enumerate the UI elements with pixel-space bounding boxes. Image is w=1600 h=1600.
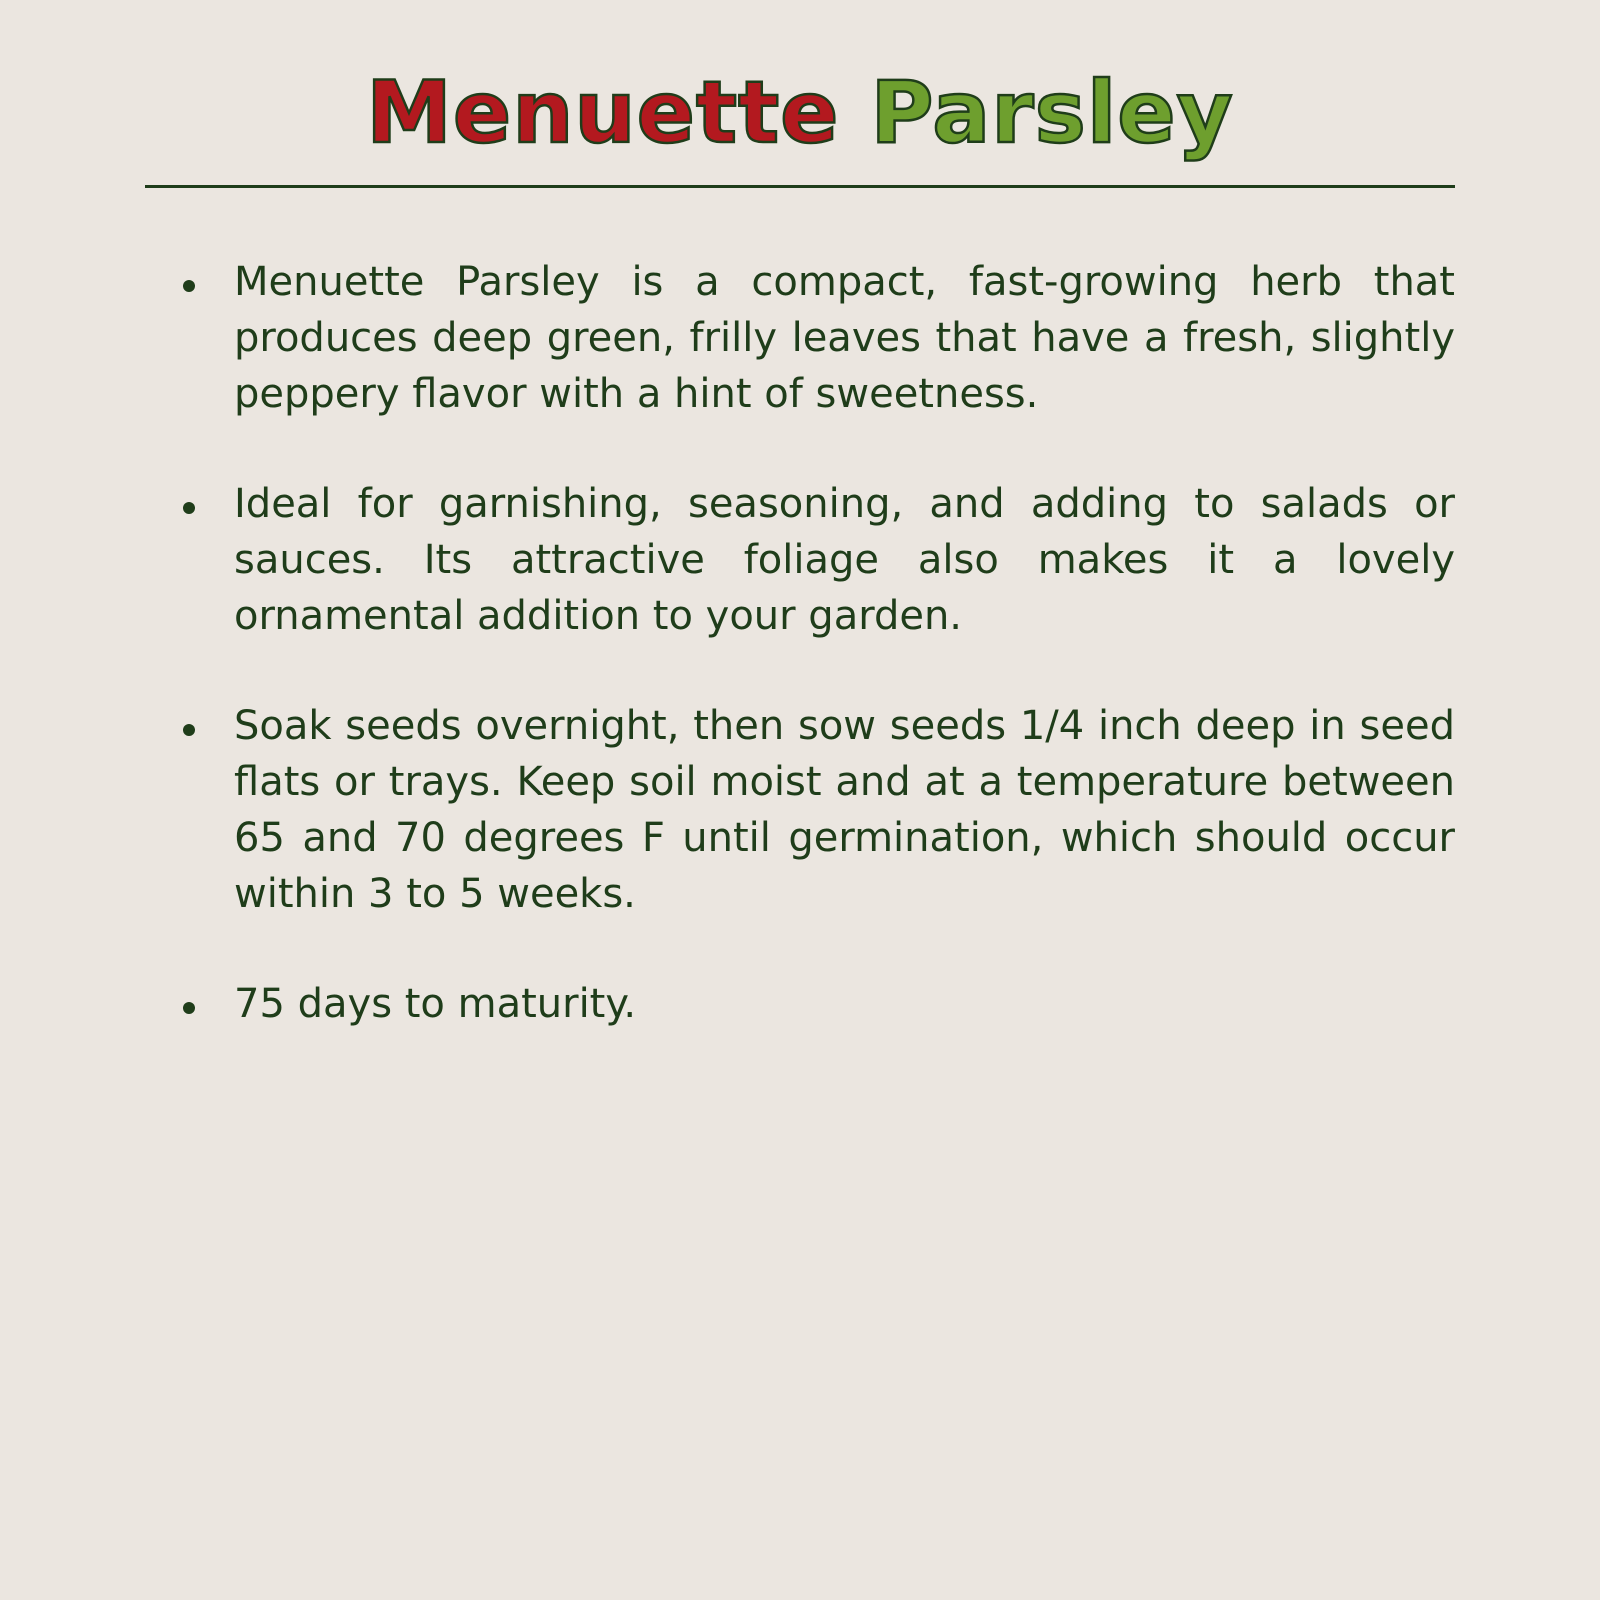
title-word-parsley: Parsley (870, 63, 1234, 163)
list-item-sowing (145, 698, 1455, 922)
list-item-description (145, 254, 1455, 422)
page-title (0, 58, 1600, 168)
bullet-icon (183, 1002, 195, 1014)
list-item-maturity (145, 976, 1455, 1032)
description-list (145, 254, 1455, 1086)
list-item-text: Ideal for garnishing, seasoning, and adding to salads or sauces. Its attractive foliage also makes it a lovely ornamental addition to your garden. (234, 481, 1455, 639)
list-item-text: Soak seeds overnight, then sow seeds 1/4 inch deep in seed flats or trays. Keep soil moist and at a temperature between 65 and 70 degrees F until germination, which should occur within 3 to 5 weeks. (234, 703, 1455, 917)
bullet-icon (183, 502, 195, 514)
title-divider (145, 185, 1455, 188)
bullet-icon (183, 724, 195, 736)
list-item-text: Menuette Parsley is a compact, fast-growing herb that produces deep green, frilly leaves that have a fresh, slightly peppery flavor with a hint of sweetness. (234, 259, 1455, 417)
bullet-icon (183, 280, 195, 292)
list-item-text: 75 days to maturity. (234, 981, 637, 1027)
list-item-uses (145, 476, 1455, 644)
title-word-menuette: Menuette (366, 63, 840, 163)
